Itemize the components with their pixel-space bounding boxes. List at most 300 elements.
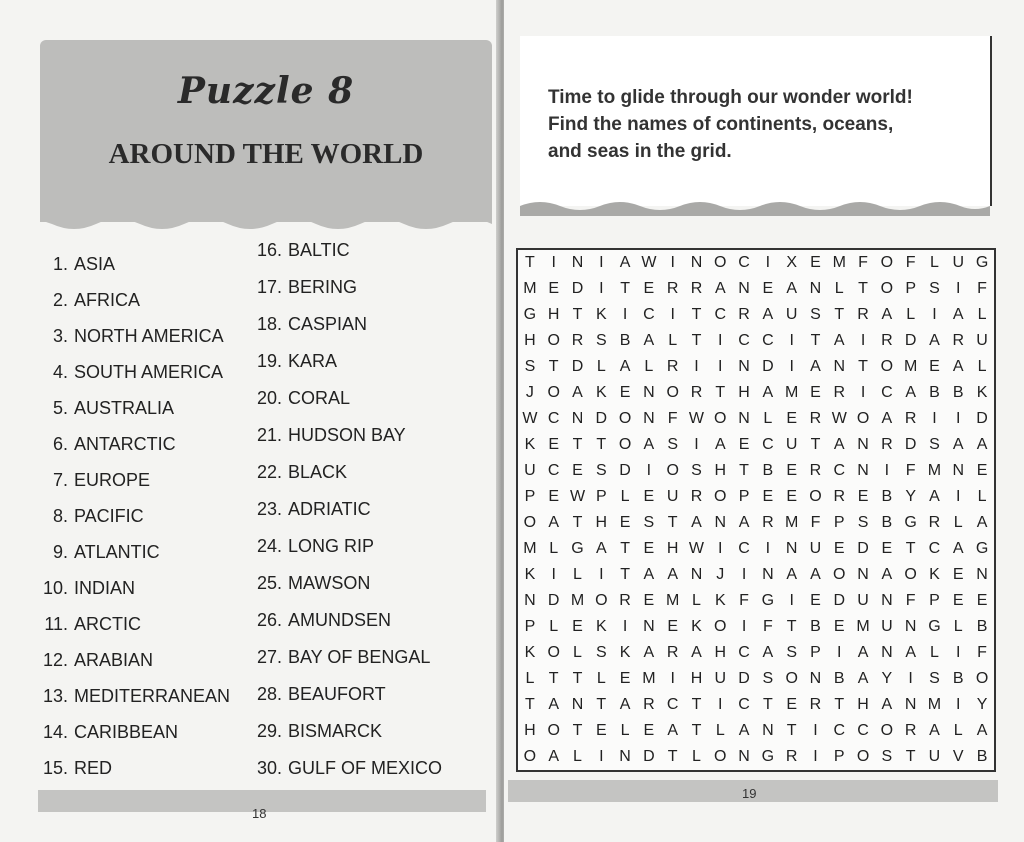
grid-cell[interactable]: T (834, 306, 845, 323)
grid-cell[interactable]: E (881, 540, 893, 557)
grid-cell[interactable]: U (785, 306, 798, 323)
grid-cell[interactable]: P (524, 618, 536, 635)
grid-cell[interactable]: T (691, 696, 702, 713)
grid-cell[interactable]: R (904, 410, 917, 427)
grid-cell[interactable]: A (762, 384, 774, 401)
grid-cell[interactable]: N (571, 696, 584, 713)
grid-cell[interactable]: I (932, 306, 937, 323)
grid-cell[interactable]: S (643, 514, 655, 531)
grid-cell[interactable]: C (738, 644, 750, 661)
grid-cell[interactable]: A (548, 514, 560, 531)
grid-cell[interactable]: A (976, 514, 988, 531)
grid-cell[interactable]: I (956, 410, 961, 427)
grid-cell[interactable]: L (644, 358, 654, 375)
grid-cell[interactable]: E (810, 384, 821, 401)
grid-cell[interactable]: G (975, 254, 989, 271)
grid-cell[interactable]: L (929, 254, 939, 271)
grid-cell[interactable]: A (881, 410, 893, 427)
grid-cell[interactable]: B (881, 514, 893, 531)
grid-cell[interactable]: E (810, 254, 821, 271)
grid-cell[interactable]: I (932, 410, 937, 427)
grid-cell[interactable]: C (714, 306, 727, 323)
grid-cell[interactable]: B (952, 670, 964, 687)
grid-cell[interactable]: O (904, 566, 917, 583)
grid-cell[interactable]: F (905, 592, 916, 609)
grid-cell[interactable]: O (714, 410, 727, 427)
grid-cell[interactable]: O (880, 358, 894, 375)
grid-cell[interactable]: L (549, 540, 559, 557)
grid-cell[interactable]: C (547, 410, 560, 427)
grid-cell[interactable]: S (691, 462, 702, 479)
grid-cell[interactable]: R (666, 644, 679, 661)
grid-cell[interactable]: T (834, 696, 845, 713)
grid-cell[interactable]: A (643, 644, 655, 661)
grid-cell[interactable]: I (622, 618, 628, 635)
grid-cell[interactable]: N (857, 436, 869, 453)
grid-cell[interactable]: B (762, 462, 774, 479)
grid-cell[interactable]: N (762, 722, 774, 739)
grid-cell[interactable]: G (975, 540, 989, 557)
grid-cell[interactable]: U (785, 436, 798, 453)
grid-cell[interactable]: S (595, 332, 607, 349)
grid-cell[interactable]: C (738, 332, 750, 349)
grid-cell[interactable]: T (905, 748, 916, 765)
grid-cell[interactable]: G (571, 540, 584, 557)
grid-cell[interactable]: R (785, 748, 798, 765)
grid-cell[interactable]: I (694, 436, 699, 453)
grid-cell[interactable]: P (738, 488, 750, 505)
grid-cell[interactable]: E (786, 488, 797, 505)
grid-cell[interactable]: L (620, 488, 630, 505)
grid-cell[interactable]: D (595, 410, 608, 427)
grid-cell[interactable]: L (692, 592, 701, 609)
grid-cell[interactable]: U (928, 748, 941, 765)
grid-cell[interactable]: L (953, 618, 963, 635)
grid-cell[interactable]: L (953, 722, 963, 739)
grid-cell[interactable]: I (599, 748, 604, 765)
grid-cell[interactable]: S (786, 644, 797, 661)
grid-cell[interactable]: S (667, 436, 679, 453)
grid-cell[interactable]: H (524, 332, 536, 349)
grid-cell[interactable]: C (738, 540, 750, 557)
grid-cell[interactable]: N (571, 254, 584, 271)
grid-cell[interactable]: A (643, 332, 655, 349)
grid-cell[interactable]: E (762, 280, 774, 297)
grid-cell[interactable]: H (524, 722, 536, 739)
grid-cell[interactable]: A (881, 696, 893, 713)
grid-cell[interactable]: D (643, 748, 655, 765)
grid-cell[interactable]: K (524, 436, 536, 453)
grid-cell[interactable]: I (718, 696, 723, 713)
grid-cell[interactable]: N (857, 462, 869, 479)
grid-cell[interactable]: T (525, 254, 535, 271)
grid-cell[interactable]: N (738, 748, 750, 765)
grid-cell[interactable]: N (619, 748, 631, 765)
grid-cell[interactable]: N (904, 696, 917, 713)
grid-cell[interactable]: I (860, 332, 866, 349)
grid-cell[interactable]: O (975, 670, 989, 687)
grid-cell[interactable]: G (761, 748, 775, 765)
grid-cell[interactable]: E (810, 592, 821, 609)
grid-cell[interactable]: A (810, 358, 821, 375)
grid-cell[interactable]: I (646, 462, 652, 479)
grid-cell[interactable]: G (761, 592, 775, 609)
grid-cell[interactable]: P (595, 488, 607, 505)
grid-cell[interactable]: M (856, 618, 870, 635)
grid-cell[interactable]: E (572, 462, 583, 479)
grid-cell[interactable]: D (547, 592, 560, 609)
grid-cell[interactable]: R (928, 514, 941, 531)
grid-cell[interactable]: L (763, 410, 773, 427)
grid-cell[interactable]: Y (905, 488, 916, 505)
grid-cell[interactable]: I (956, 644, 961, 661)
grid-cell[interactable]: L (977, 358, 987, 375)
grid-cell[interactable]: A (667, 566, 679, 583)
grid-cell[interactable]: P (905, 280, 916, 297)
grid-cell[interactable]: F (977, 280, 987, 297)
grid-cell[interactable]: C (833, 722, 846, 739)
grid-cell[interactable]: O (618, 436, 632, 453)
grid-cell[interactable]: L (573, 566, 582, 583)
grid-cell[interactable]: E (833, 540, 845, 557)
grid-cell[interactable]: S (929, 280, 940, 297)
grid-cell[interactable]: H (714, 644, 727, 661)
grid-cell[interactable]: R (952, 332, 965, 349)
grid-cell[interactable]: U (809, 540, 822, 557)
grid-cell[interactable]: P (524, 488, 536, 505)
grid-cell[interactable]: M (785, 514, 799, 531)
grid-cell[interactable]: S (524, 358, 536, 375)
grid-cell[interactable]: O (547, 644, 560, 661)
grid-cell[interactable]: B (929, 384, 940, 401)
grid-cell[interactable]: D (762, 358, 774, 375)
grid-cell[interactable]: A (548, 748, 560, 765)
grid-cell[interactable]: B (810, 618, 821, 635)
grid-cell[interactable]: I (956, 488, 961, 505)
grid-cell[interactable]: R (666, 280, 679, 297)
grid-cell[interactable]: R (904, 722, 917, 739)
grid-cell[interactable]: P (929, 592, 940, 609)
grid-cell[interactable]: A (714, 280, 726, 297)
grid-cell[interactable]: D (904, 436, 917, 453)
grid-cell[interactable]: O (880, 722, 894, 739)
grid-cell[interactable]: U (952, 254, 965, 271)
grid-cell[interactable]: A (595, 540, 607, 557)
grid-cell[interactable]: I (813, 748, 818, 765)
grid-cell[interactable]: L (596, 358, 606, 375)
grid-cell[interactable]: A (619, 696, 631, 713)
grid-cell[interactable]: N (952, 462, 965, 479)
grid-cell[interactable]: U (881, 618, 893, 635)
grid-cell[interactable]: O (666, 384, 679, 401)
grid-cell[interactable]: E (976, 462, 988, 479)
grid-cell[interactable]: B (952, 384, 964, 401)
grid-cell[interactable]: B (976, 618, 988, 635)
grid-cell[interactable]: D (857, 540, 869, 557)
grid-cell[interactable]: H (714, 462, 727, 479)
grid-cell[interactable]: N (785, 540, 798, 557)
grid-cell[interactable]: W (688, 410, 705, 427)
grid-cell[interactable]: T (858, 358, 868, 375)
grid-cell[interactable]: G (904, 514, 917, 531)
grid-cell[interactable]: F (858, 254, 868, 271)
grid-cell[interactable]: R (619, 592, 631, 609)
grid-cell[interactable]: K (714, 592, 726, 609)
grid-cell[interactable]: A (976, 722, 988, 739)
grid-cell[interactable]: A (667, 722, 679, 739)
grid-cell[interactable]: C (738, 696, 750, 713)
grid-cell[interactable]: N (738, 280, 750, 297)
grid-cell[interactable]: A (643, 436, 655, 453)
grid-cell[interactable]: O (856, 748, 870, 765)
grid-cell[interactable]: A (881, 566, 893, 583)
grid-cell[interactable]: T (596, 696, 607, 713)
grid-cell[interactable]: V (952, 748, 964, 765)
grid-cell[interactable]: N (643, 410, 655, 427)
grid-cell[interactable]: H (857, 696, 869, 713)
grid-cell[interactable]: T (691, 332, 702, 349)
grid-cell[interactable]: N (690, 566, 703, 583)
grid-cell[interactable]: I (551, 254, 556, 271)
grid-cell[interactable]: N (976, 566, 988, 583)
grid-cell[interactable]: R (857, 306, 869, 323)
grid-cell[interactable]: M (832, 254, 846, 271)
grid-cell[interactable]: K (929, 566, 940, 583)
grid-cell[interactable]: E (952, 592, 964, 609)
grid-cell[interactable]: F (762, 618, 773, 635)
grid-cell[interactable]: U (976, 332, 988, 349)
grid-cell[interactable]: P (833, 748, 845, 765)
grid-cell[interactable]: A (929, 722, 940, 739)
grid-cell[interactable]: E (548, 436, 560, 453)
grid-cell[interactable]: E (762, 488, 774, 505)
grid-cell[interactable]: R (690, 488, 703, 505)
grid-cell[interactable]: R (690, 280, 703, 297)
grid-cell[interactable]: E (643, 488, 655, 505)
grid-cell[interactable]: T (667, 748, 678, 765)
grid-cell[interactable]: C (666, 696, 679, 713)
grid-cell[interactable]: H (666, 540, 679, 557)
grid-cell[interactable]: I (884, 462, 890, 479)
grid-cell[interactable]: R (881, 332, 893, 349)
grid-cell[interactable]: O (666, 462, 679, 479)
grid-cell[interactable]: I (789, 358, 794, 375)
grid-cell[interactable]: A (881, 306, 893, 323)
grid-cell[interactable]: T (786, 722, 797, 739)
grid-cell[interactable]: A (738, 722, 750, 739)
grid-cell[interactable]: N (524, 592, 536, 609)
grid-cell[interactable]: F (905, 462, 916, 479)
grid-cell[interactable]: T (548, 670, 559, 687)
grid-cell[interactable]: R (809, 696, 822, 713)
grid-cell[interactable]: K (976, 384, 988, 401)
grid-cell[interactable]: C (881, 384, 893, 401)
grid-cell[interactable]: N (714, 514, 727, 531)
grid-cell[interactable]: A (691, 514, 702, 531)
grid-cell[interactable]: S (929, 670, 940, 687)
grid-cell[interactable]: A (643, 566, 655, 583)
grid-cell[interactable]: E (619, 670, 631, 687)
grid-cell[interactable]: T (572, 670, 583, 687)
grid-cell[interactable]: I (741, 566, 747, 583)
grid-cell[interactable]: J (525, 384, 534, 401)
grid-cell[interactable]: Y (976, 696, 988, 713)
grid-cell[interactable]: E (595, 722, 607, 739)
grid-cell[interactable]: U (524, 462, 536, 479)
grid-cell[interactable]: L (834, 280, 844, 297)
grid-cell[interactable]: L (692, 748, 701, 765)
grid-cell[interactable]: A (952, 436, 964, 453)
grid-cell[interactable]: N (833, 358, 846, 375)
grid-cell[interactable]: I (551, 566, 556, 583)
grid-cell[interactable]: R (666, 358, 679, 375)
grid-cell[interactable]: E (548, 488, 560, 505)
grid-cell[interactable]: I (670, 254, 675, 271)
grid-cell[interactable]: W (522, 410, 538, 427)
grid-cell[interactable]: N (643, 384, 655, 401)
grid-cell[interactable]: T (691, 306, 702, 323)
grid-cell[interactable]: J (716, 566, 725, 583)
grid-cell[interactable]: E (857, 488, 869, 505)
grid-cell[interactable]: K (595, 618, 607, 635)
grid-cell[interactable]: O (547, 384, 560, 401)
grid-cell[interactable]: D (738, 670, 750, 687)
grid-cell[interactable]: L (573, 748, 582, 765)
grid-cell[interactable]: C (547, 462, 560, 479)
grid-cell[interactable]: I (670, 670, 675, 687)
grid-cell[interactable]: N (738, 410, 750, 427)
grid-cell[interactable]: R (690, 384, 703, 401)
grid-cell[interactable]: U (857, 592, 869, 609)
grid-cell[interactable]: I (694, 358, 699, 375)
grid-cell[interactable]: I (599, 280, 604, 297)
grid-cell[interactable]: A (929, 488, 940, 505)
grid-cell[interactable]: T (739, 462, 749, 479)
grid-cell[interactable]: I (813, 722, 818, 739)
grid-cell[interactable]: N (881, 592, 893, 609)
grid-cell[interactable]: P (810, 644, 821, 661)
grid-cell[interactable]: A (952, 306, 964, 323)
grid-cell[interactable]: O (714, 254, 727, 271)
grid-cell[interactable]: I (789, 332, 794, 349)
grid-cell[interactable]: N (904, 618, 917, 635)
grid-cell[interactable]: A (786, 280, 797, 297)
grid-cell[interactable]: T (810, 332, 821, 349)
grid-cell[interactable]: C (762, 332, 774, 349)
grid-cell[interactable]: C (762, 436, 774, 453)
grid-cell[interactable]: S (810, 306, 821, 323)
grid-cell[interactable]: O (714, 618, 727, 635)
grid-cell[interactable]: U (714, 670, 727, 687)
grid-cell[interactable]: A (691, 644, 702, 661)
grid-cell[interactable]: W (641, 254, 657, 271)
grid-cell[interactable]: R (571, 332, 584, 349)
grid-cell[interactable]: N (738, 358, 750, 375)
grid-cell[interactable]: U (666, 488, 679, 505)
grid-cell[interactable]: T (667, 514, 678, 531)
grid-cell[interactable]: T (858, 280, 868, 297)
grid-cell[interactable]: W (569, 488, 586, 505)
grid-cell[interactable]: T (548, 358, 559, 375)
grid-cell[interactable]: O (618, 410, 632, 427)
grid-cell[interactable]: L (977, 488, 987, 505)
grid-cell[interactable]: L (715, 722, 725, 739)
grid-cell[interactable]: I (956, 696, 961, 713)
grid-cell[interactable]: R (809, 410, 822, 427)
grid-cell[interactable]: M (903, 358, 918, 375)
grid-cell[interactable]: E (548, 280, 560, 297)
grid-cell[interactable]: K (595, 384, 607, 401)
grid-cell[interactable]: H (738, 384, 750, 401)
grid-cell[interactable]: A (548, 696, 560, 713)
grid-cell[interactable]: I (718, 332, 723, 349)
grid-cell[interactable]: A (572, 384, 583, 401)
grid-cell[interactable]: S (595, 462, 607, 479)
grid-cell[interactable]: F (977, 644, 987, 661)
grid-cell[interactable]: L (596, 670, 606, 687)
grid-cell[interactable]: I (956, 280, 961, 297)
grid-cell[interactable]: E (619, 384, 631, 401)
grid-cell[interactable]: E (786, 410, 797, 427)
grid-cell[interactable]: T (715, 384, 726, 401)
grid-cell[interactable]: E (643, 540, 655, 557)
grid-cell[interactable]: E (667, 618, 679, 635)
grid-cell[interactable]: K (691, 618, 702, 635)
grid-cell[interactable]: A (619, 254, 631, 271)
grid-cell[interactable]: I (599, 566, 604, 583)
grid-cell[interactable]: X (786, 254, 797, 271)
grid-cell[interactable]: D (904, 332, 917, 349)
grid-cell[interactable]: O (547, 332, 560, 349)
grid-cell[interactable]: I (765, 254, 771, 271)
grid-cell[interactable]: C (833, 462, 846, 479)
grid-cell[interactable]: N (857, 566, 869, 583)
grid-cell[interactable]: I (718, 358, 723, 375)
grid-cell[interactable]: T (572, 436, 583, 453)
grid-cell[interactable]: M (927, 696, 942, 713)
grid-cell[interactable]: M (570, 592, 585, 609)
grid-cell[interactable]: O (809, 488, 822, 505)
grid-cell[interactable]: A (833, 436, 845, 453)
grid-cell[interactable]: D (833, 592, 846, 609)
grid-cell[interactable]: E (929, 358, 940, 375)
grid-cell[interactable]: L (977, 306, 987, 323)
grid-cell[interactable]: I (741, 618, 747, 635)
grid-cell[interactable]: E (619, 514, 631, 531)
grid-cell[interactable]: O (785, 670, 798, 687)
grid-cell[interactable]: N (762, 566, 774, 583)
grid-cell[interactable]: K (524, 644, 536, 661)
grid-cell[interactable]: C (928, 540, 941, 557)
grid-cell[interactable]: L (573, 644, 582, 661)
grid-cell[interactable]: N (881, 644, 893, 661)
grid-cell[interactable]: I (789, 592, 794, 609)
grid-cell[interactable]: C (857, 722, 869, 739)
grid-cell[interactable]: L (906, 306, 916, 323)
grid-cell[interactable]: I (860, 384, 866, 401)
grid-cell[interactable]: E (738, 436, 750, 453)
grid-cell[interactable]: T (905, 540, 916, 557)
grid-cell[interactable]: E (572, 618, 583, 635)
grid-cell[interactable]: O (856, 410, 870, 427)
grid-cell[interactable]: R (762, 514, 774, 531)
grid-cell[interactable]: T (786, 618, 797, 635)
grid-cell[interactable]: E (643, 280, 655, 297)
grid-cell[interactable]: N (809, 280, 822, 297)
grid-cell[interactable]: L (668, 332, 678, 349)
grid-cell[interactable]: O (714, 748, 727, 765)
grid-cell[interactable]: K (595, 306, 607, 323)
